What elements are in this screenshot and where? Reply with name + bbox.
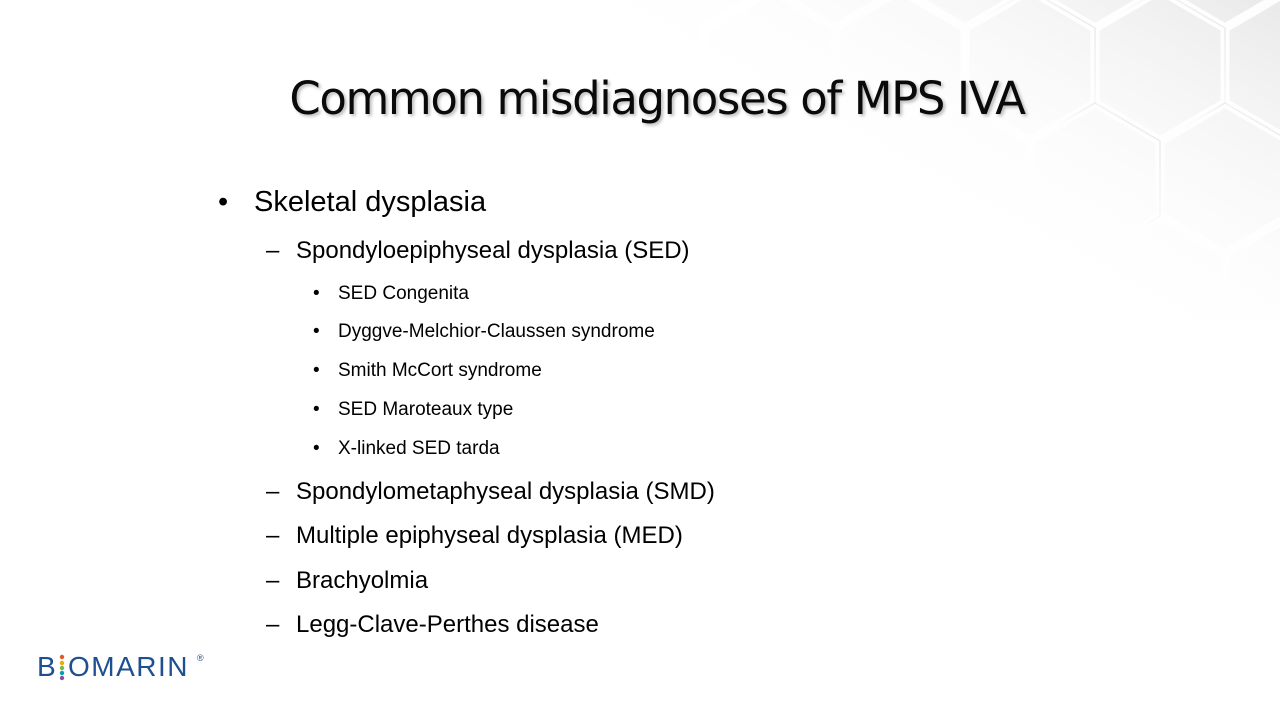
list-item-text: SED Maroteaux type — [338, 399, 514, 420]
dash-bullet: – — [266, 237, 280, 264]
svg-text:OMARIN: OMARIN — [68, 651, 189, 682]
list-item-text: Smith McCort syndrome — [338, 360, 542, 381]
list-item-text: Brachyolmia — [296, 567, 429, 594]
dash-bullet: – — [266, 522, 280, 549]
list-item-text: Multiple epiphyseal dysplasia (MED) — [296, 522, 683, 549]
bullet-dot: • — [313, 321, 320, 342]
dash-bullet: – — [266, 567, 280, 594]
bullet-dot: • — [313, 283, 320, 304]
list-item-text: Dyggve-Melchior-Claussen syndrome — [338, 321, 655, 342]
dash-bullet: – — [266, 611, 280, 638]
svg-text:®: ® — [197, 653, 204, 663]
bullet-dot: • — [313, 360, 320, 381]
list-item-text: Spondylometaphyseal dysplasia (SMD) — [296, 478, 715, 505]
list-item-text: Skeletal dysplasia — [254, 186, 487, 218]
list-item-text: SED Congenita — [338, 283, 469, 304]
bullet-dot: • — [313, 438, 320, 459]
svg-text:B: B — [37, 651, 58, 682]
dash-bullet: – — [266, 478, 280, 505]
list-item-text: Legg-Clave-Perthes disease — [296, 611, 599, 638]
list-item-text: Spondyloepiphyseal dysplasia (SED) — [296, 237, 690, 264]
logo-dots-icon — [60, 655, 64, 680]
biomarin-logo — [37, 648, 212, 682]
bullet-dot: • — [313, 399, 320, 420]
list-item-text: X-linked SED tarda — [338, 438, 500, 459]
slide-title: Common misdiagnoses of MPS IVA — [289, 72, 1025, 125]
biomarin-logo-mark — [37, 648, 212, 682]
bullet-dot: • — [218, 186, 229, 218]
